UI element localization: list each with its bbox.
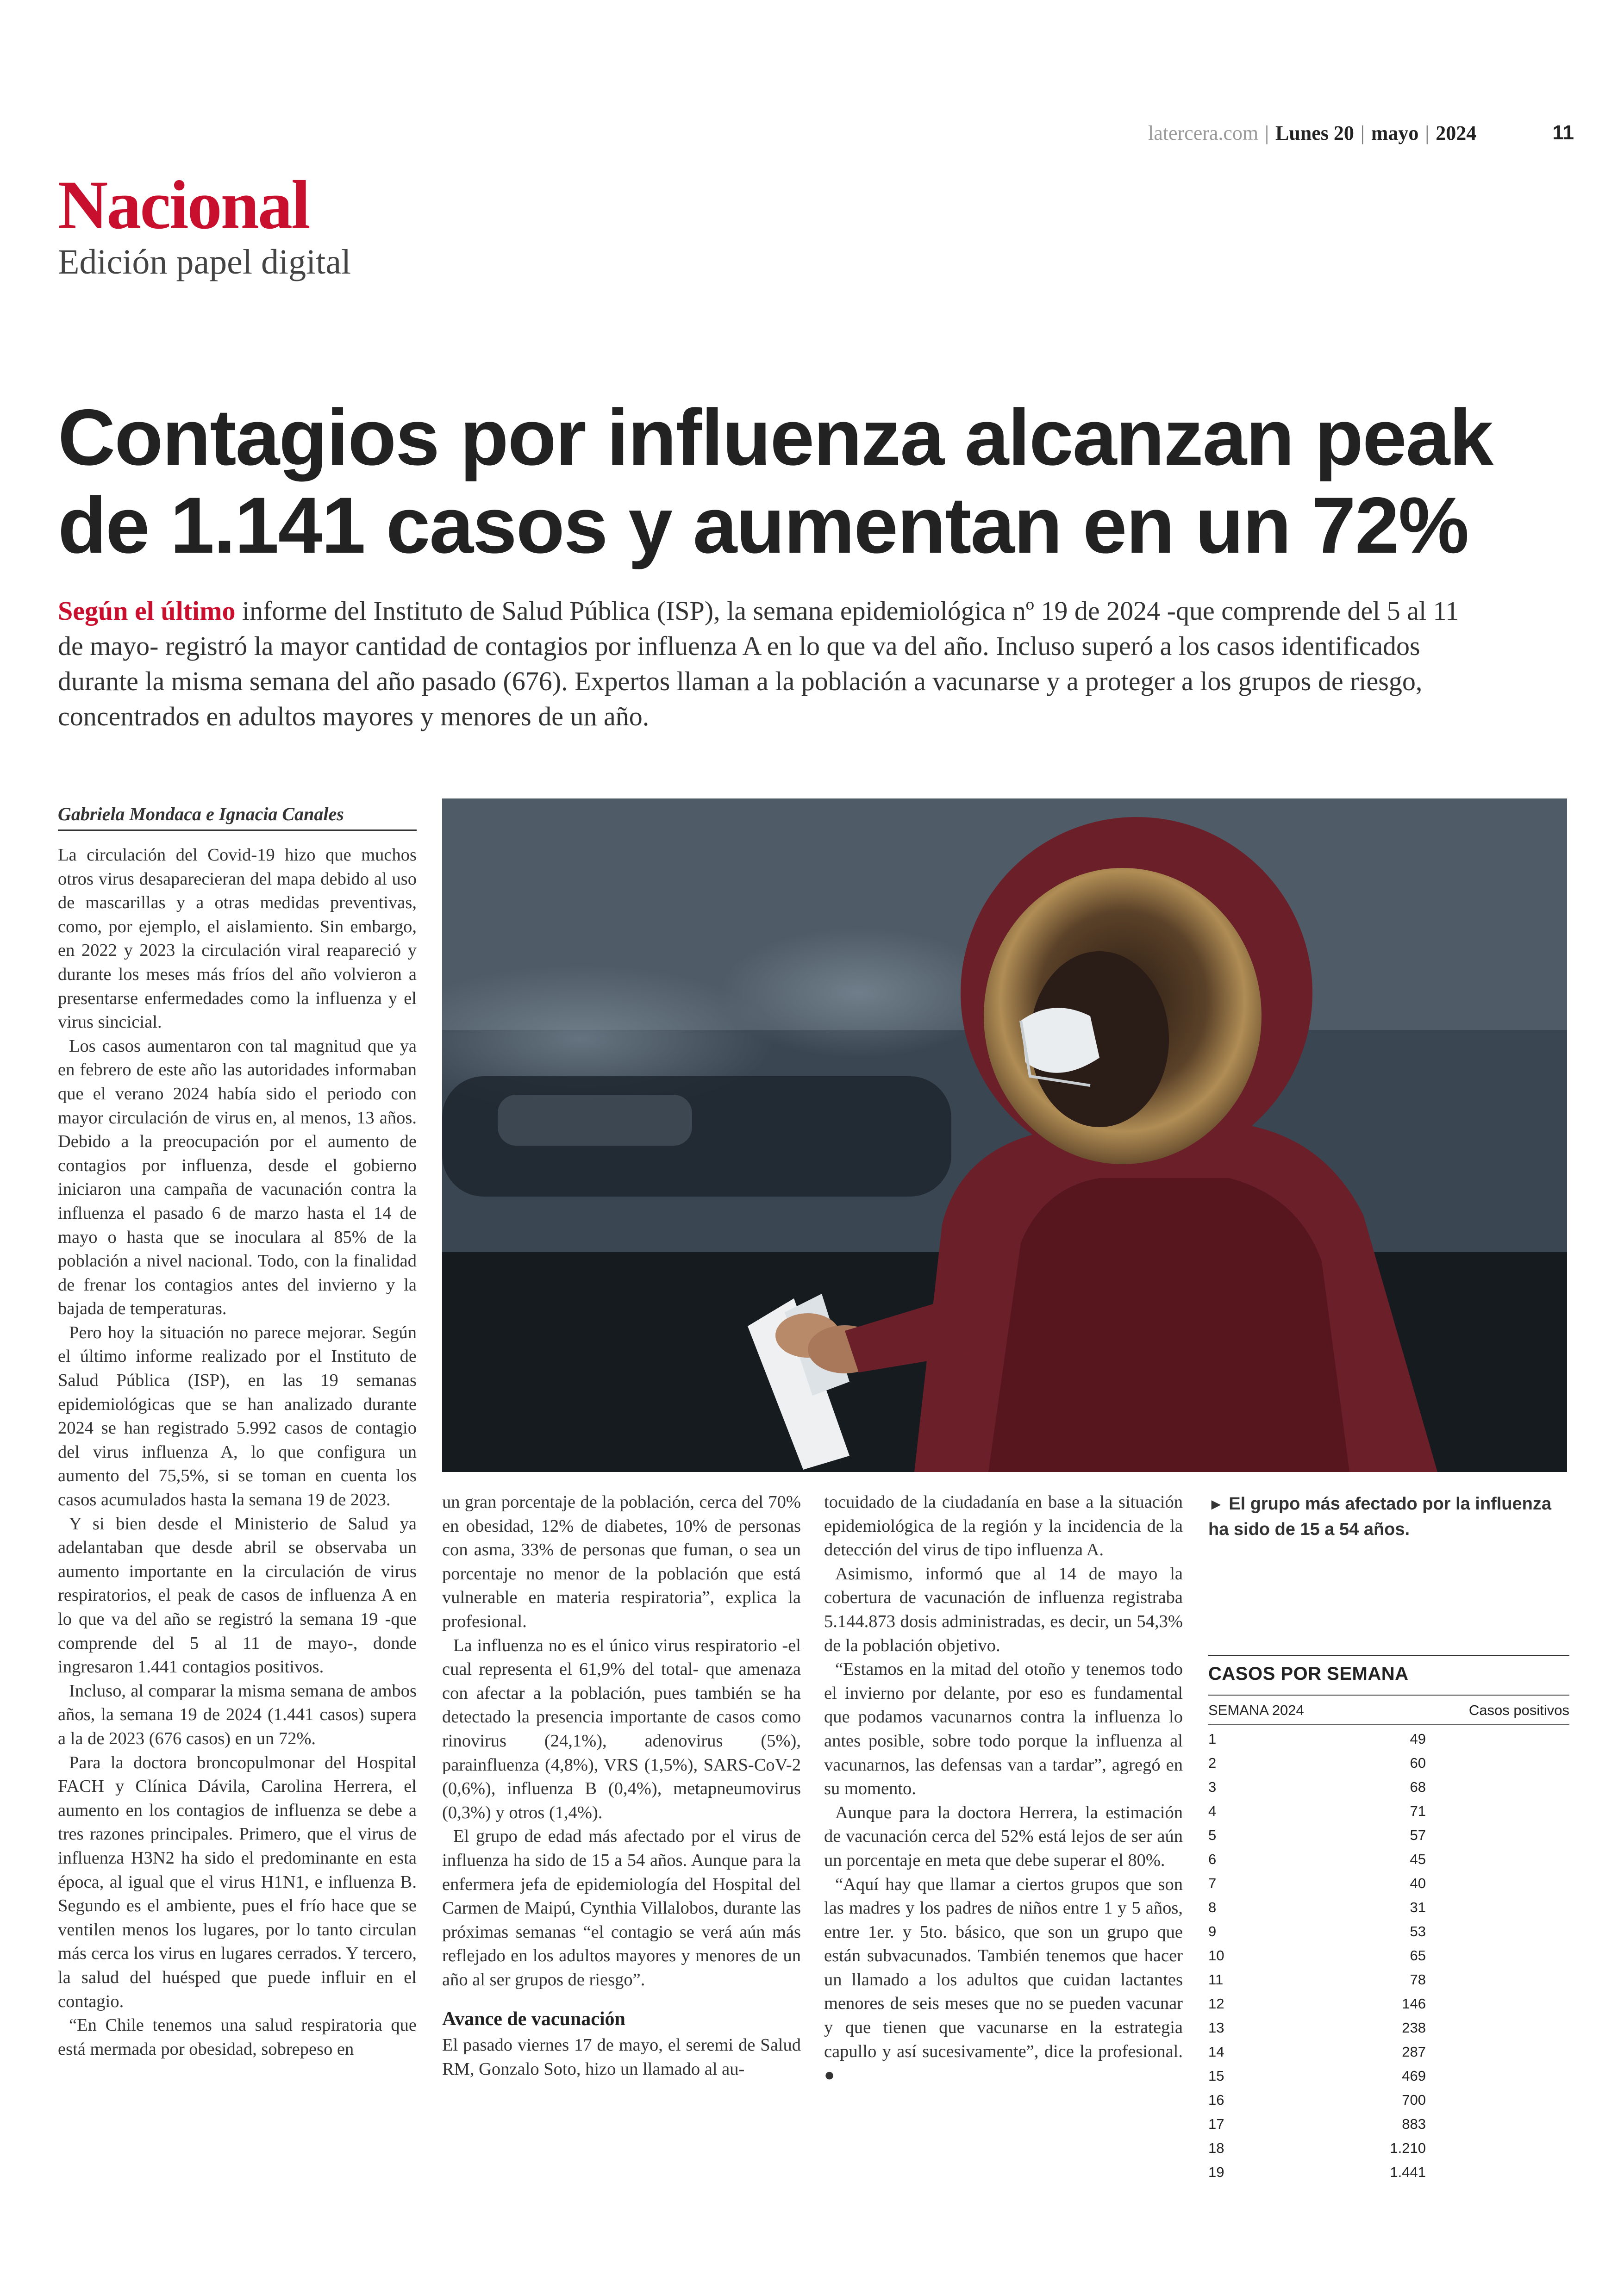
lead-text: informe del Instituto de Salud Pública (ISP), la semana epidemiológica nº 19 de 2024 -que comprende del 5 al 11 de mayo- registró la mayor cantidad de contagios por influenza A en lo que va del año. Incluso superó a los casos identificados durante la misma semana del año pasado (676). Expertos llaman a la población a vacunarse y a proteger a los grupos de riesgo, concentrados en adultos mayores y menores de un año. xyxy=(58,596,1459,731)
cases-cell: 287 xyxy=(1402,2044,1426,2060)
table-row xyxy=(1208,2160,1569,2184)
cases-cell: 71 xyxy=(1410,1803,1426,1819)
table-row xyxy=(1208,1799,1569,1823)
byline: Gabriela Mondaca e Ignacia Canales xyxy=(58,803,417,831)
page-number: 11 xyxy=(1552,121,1574,144)
table-row xyxy=(1208,2112,1569,2136)
cases-cell: 146 xyxy=(1402,1996,1426,2012)
paragraph: El pasado viernes 17 de mayo, el seremi de Salud RM, Gonzalo Soto, hizo un llamado al au- xyxy=(442,2035,801,2079)
paragraph: tocuidado de la ciudadanía en base a la situación epidemiológica de la región y la incidencia de la detección del virus de tipo influenza A. xyxy=(824,1492,1183,1560)
header-separator: | xyxy=(1425,122,1430,144)
header-separator: | xyxy=(1360,122,1365,144)
edition-label: Edición papel digital xyxy=(58,243,351,281)
paragraph: La circulación del Covid-19 hizo que muchos otros virus desaparecieran del mapa debido al uso de mascarillas y a otras medidas preventivas, como, por ejemplo, el aislamiento. Sin embargo, en 2022 y 2023 la circulación viral reapareció y durante los meses más fríos del año volvieron a presentarse enfermedades como la influenza y el virus sincicial. xyxy=(58,845,417,1032)
cases-cell: 469 xyxy=(1402,2068,1426,2084)
table-row xyxy=(1208,2016,1569,2040)
site-name[interactable]: latercera.com xyxy=(1148,122,1259,144)
cases-cell: 1.441 xyxy=(1390,2164,1426,2180)
header-day: Lunes 20 xyxy=(1275,122,1354,144)
caption-text: El grupo más afectado por la influenza ha sido de 15 a 54 años. xyxy=(1208,1494,1552,1539)
cases-cell: 45 xyxy=(1410,1851,1426,1867)
cases-cell: 60 xyxy=(1410,1755,1426,1771)
paragraph: La influenza no es el único virus respiratorio -el cual representa el 61,9% del total- que amenaza con afectar a la población, pues también se ha detectado la presencia importante de casos como rinovirus (24,1%), adenovirus (5%), parainfluenza (4,8%), VRS (1,5%), SARS-CoV-2 (0,6%), influenza B (0,4%), metapneumovirus (0,3%) y otros (1,4%). xyxy=(442,1635,801,1822)
table-row xyxy=(1208,1944,1569,1968)
week-cell: 15 xyxy=(1208,2068,1224,2084)
table-row xyxy=(1208,1775,1569,1799)
table-row xyxy=(1208,1871,1569,1896)
cases-cell: 78 xyxy=(1410,1971,1426,1988)
cases-cell: 1.210 xyxy=(1390,2140,1426,2156)
photo-caption xyxy=(1208,1491,1569,1542)
header-month: mayo xyxy=(1371,122,1419,144)
table-row xyxy=(1208,2088,1569,2112)
cases-cell: 65 xyxy=(1410,1947,1426,1964)
paragraph: Los casos aumentaron con tal magnitud que ya en febrero de este año las autoridades informaban que el verano 2024 había sido el periodo con mayor circulación de virus en, al menos, 13 años. Debido a la preocupación por el aumento de contagios por influenza, desde el gobierno iniciaron una campaña de vacunación contra la influenza el pasado 6 de marzo hasta el 14 de mayo o hasta que se inoculara al 85% de la población a nivel nacional. Todo, con la finalidad de frenar los contagios antes del invierno y la bajada de temperaturas. xyxy=(58,1036,417,1319)
table-row xyxy=(1208,2064,1569,2088)
page-header-bar xyxy=(1148,121,1574,154)
paragraph: El grupo de edad más afectado por el virus de influenza ha sido de 15 a 54 años. Aunque para la enfermera jefa de epidemiología del Hospital del Carmen de Maipú, Cynthia Villalobos, durante las próximas semanas “el contagio se verá aún más reflejado en los adultos mayores y menores de un año al ser grupos de riesgo”. xyxy=(442,1827,801,1989)
week-cell: 5 xyxy=(1208,1827,1217,1843)
week-cell: 8 xyxy=(1208,1899,1217,1915)
table-row xyxy=(1208,1727,1569,1751)
week-cell: 18 xyxy=(1208,2140,1224,2156)
cases-cell: 49 xyxy=(1410,1731,1426,1747)
week-cell: 1 xyxy=(1208,1731,1217,1747)
week-cell: 12 xyxy=(1208,1996,1224,2012)
table-row xyxy=(1208,1751,1569,1775)
paragraph: Pero hoy la situación no parece mejorar. Según el último informe realizado por el Instituto de Salud Pública (ISP), en las 19 semanas epidemiológicas que se han analizado durante 2024 se han registrado 5.992 casos de contagio del virus influenza A, lo que configura un aumento del 75,5%, si se toman en cuenta los casos acumulados hasta la semana 19 de 2023. xyxy=(58,1322,417,1510)
column-header-cases: Casos positivos xyxy=(1468,1702,1569,1718)
table-row xyxy=(1208,1896,1569,1920)
cases-cell: 68 xyxy=(1410,1779,1426,1795)
article-column-2 xyxy=(442,1491,801,2081)
week-cell: 6 xyxy=(1208,1851,1217,1867)
week-cell: 4 xyxy=(1208,1803,1217,1819)
article-column-3 xyxy=(824,1491,1183,2088)
week-cell: 10 xyxy=(1208,1947,1224,1964)
week-cell: 9 xyxy=(1208,1923,1217,1940)
column-header-week: SEMANA 2024 xyxy=(1208,1702,1304,1718)
article-headline xyxy=(58,393,1586,569)
table-body xyxy=(1208,1727,1569,2184)
paragraph: un gran porcentaje de la población, cerca del 70% en obesidad, 12% de diabetes, 10% de personas con asma, 33% de personas que fuman, o sea un porcentaje no menor de la población que está vulnerable en materia respiratoria”, explica la profesional. xyxy=(442,1492,801,1631)
week-cell: 3 xyxy=(1208,1779,1217,1795)
table-row xyxy=(1208,1968,1569,1992)
paragraph: “En Chile tenemos una salud respiratoria que está mermada por obesidad, sobrepeso en xyxy=(58,2015,417,2059)
table-top-rule xyxy=(1208,1655,1569,1656)
paragraph: “Estamos en la mitad del otoño y tenemos todo el invierno por delante, por eso es fundamental que podamos vacunarnos contra la influenza lo antes posible, sobre todo porque la influenza al vacunarnos, las defensas van a tardar”, agregó en su momento. xyxy=(824,1659,1183,1799)
table-header xyxy=(1208,1702,1569,1719)
table-divider xyxy=(1208,1695,1569,1696)
table-row xyxy=(1208,1847,1569,1871)
week-cell: 16 xyxy=(1208,2092,1224,2108)
week-cell: 19 xyxy=(1208,2164,1224,2180)
paragraph-text: “Aquí hay que llamar a ciertos grupos que son las madres y los padres de niños entre 1 y 5 años, entre 1er. y 5to. básico, que son un grupo que están subvacunados. También tenemos que hacer un llamado a los adultos que cuidan lactantes menores de seis meses que no se pueden vacunar y que tienen que vacunarse en la estrategia capullo y así sucesivamente”, dice la profesional. xyxy=(824,1874,1183,2061)
paragraph: Aunque para la doctora Herrera, la estimación de vacunación cerca del 52% está lejos de ser aún un porcentaje en meta que debe superar el 80%. xyxy=(824,1802,1183,1870)
table-row xyxy=(1208,1920,1569,1944)
paragraph: Y si bien desde el Ministerio de Salud ya adelantaban que desde abril se observaba un aumento importante en la circulación de virus respiratorios, el peak de casos de influenza A en lo que va del año se registró la semana 19 -que comprende del 5 al 11 de mayo-, donde ingresaron 1.441 contagios positivos. xyxy=(58,1514,417,1677)
week-cell: 17 xyxy=(1208,2116,1224,2132)
header-year: 2024 xyxy=(1436,122,1477,144)
article-photo xyxy=(442,798,1567,1472)
article-lead xyxy=(58,593,1474,734)
paragraph xyxy=(824,1873,1183,2088)
week-cell: 2 xyxy=(1208,1755,1217,1771)
week-cell: 11 xyxy=(1208,1971,1224,1988)
headline-line: de 1.141 casos y aumentan en un 72% xyxy=(58,481,1468,570)
cases-cell: 57 xyxy=(1410,1827,1426,1843)
caption-arrow-icon: ► xyxy=(1208,1496,1224,1513)
cases-table xyxy=(1208,1655,1569,2184)
cases-cell: 40 xyxy=(1410,1875,1426,1891)
lead-kicker: Según el último xyxy=(58,596,236,626)
paragraph: Incluso, al comparar la misma semana de ambos años, la semana 19 de 2024 (1.441 casos) supera a la de 2023 (676 casos) en un 72%. xyxy=(58,1681,417,1748)
cases-cell: 31 xyxy=(1410,1899,1426,1915)
headline-line: Contagios por influenza alcanzan peak xyxy=(58,393,1493,482)
section-title: Nacional xyxy=(58,167,309,243)
article-column-1 xyxy=(58,843,417,2061)
subheading: Avance de vacunación xyxy=(442,2008,625,2030)
week-cell: 14 xyxy=(1208,2044,1224,2060)
cases-cell: 53 xyxy=(1410,1923,1426,1940)
end-mark-icon: ● xyxy=(824,2065,835,2085)
week-cell: 13 xyxy=(1208,2020,1224,2036)
header-separator: | xyxy=(1265,122,1269,144)
table-divider xyxy=(1208,1724,1569,1725)
table-row xyxy=(1208,2136,1569,2160)
table-row xyxy=(1208,2040,1569,2064)
table-row xyxy=(1208,1823,1569,1847)
cases-cell: 700 xyxy=(1402,2092,1426,2108)
paragraph: Para la doctora broncopulmonar del Hospital FACH y Clínica Dávila, Carolina Herrera, el aumento en los contagios de influenza se debe a tres razones principales. Primero, que el virus de influenza H3N2 ha sido el predominante en esta época, al igual que el virus H1N1, e influenza B. Segundo es el ambiente, pues el frío hace que se ventilen menos los lugares, por lo tanto circulan más cerca los virus en lugares cerrados. Y tercero, la salud del huésped que puede influir en el contagio. xyxy=(58,1752,417,2011)
cases-cell: 238 xyxy=(1402,2020,1426,2036)
week-cell: 7 xyxy=(1208,1875,1217,1891)
cases-cell: 883 xyxy=(1402,2116,1426,2132)
table-row xyxy=(1208,1992,1569,2016)
photo-illustration xyxy=(442,798,1567,1472)
table-title: CASOS POR SEMANA xyxy=(1208,1664,1409,1684)
paragraph: Asimismo, informó que al 14 de mayo la cobertura de vacunación de influenza registraba 5.144.873 dosis administradas, es decir, un 54,3% de la población objetivo. xyxy=(824,1564,1183,1655)
